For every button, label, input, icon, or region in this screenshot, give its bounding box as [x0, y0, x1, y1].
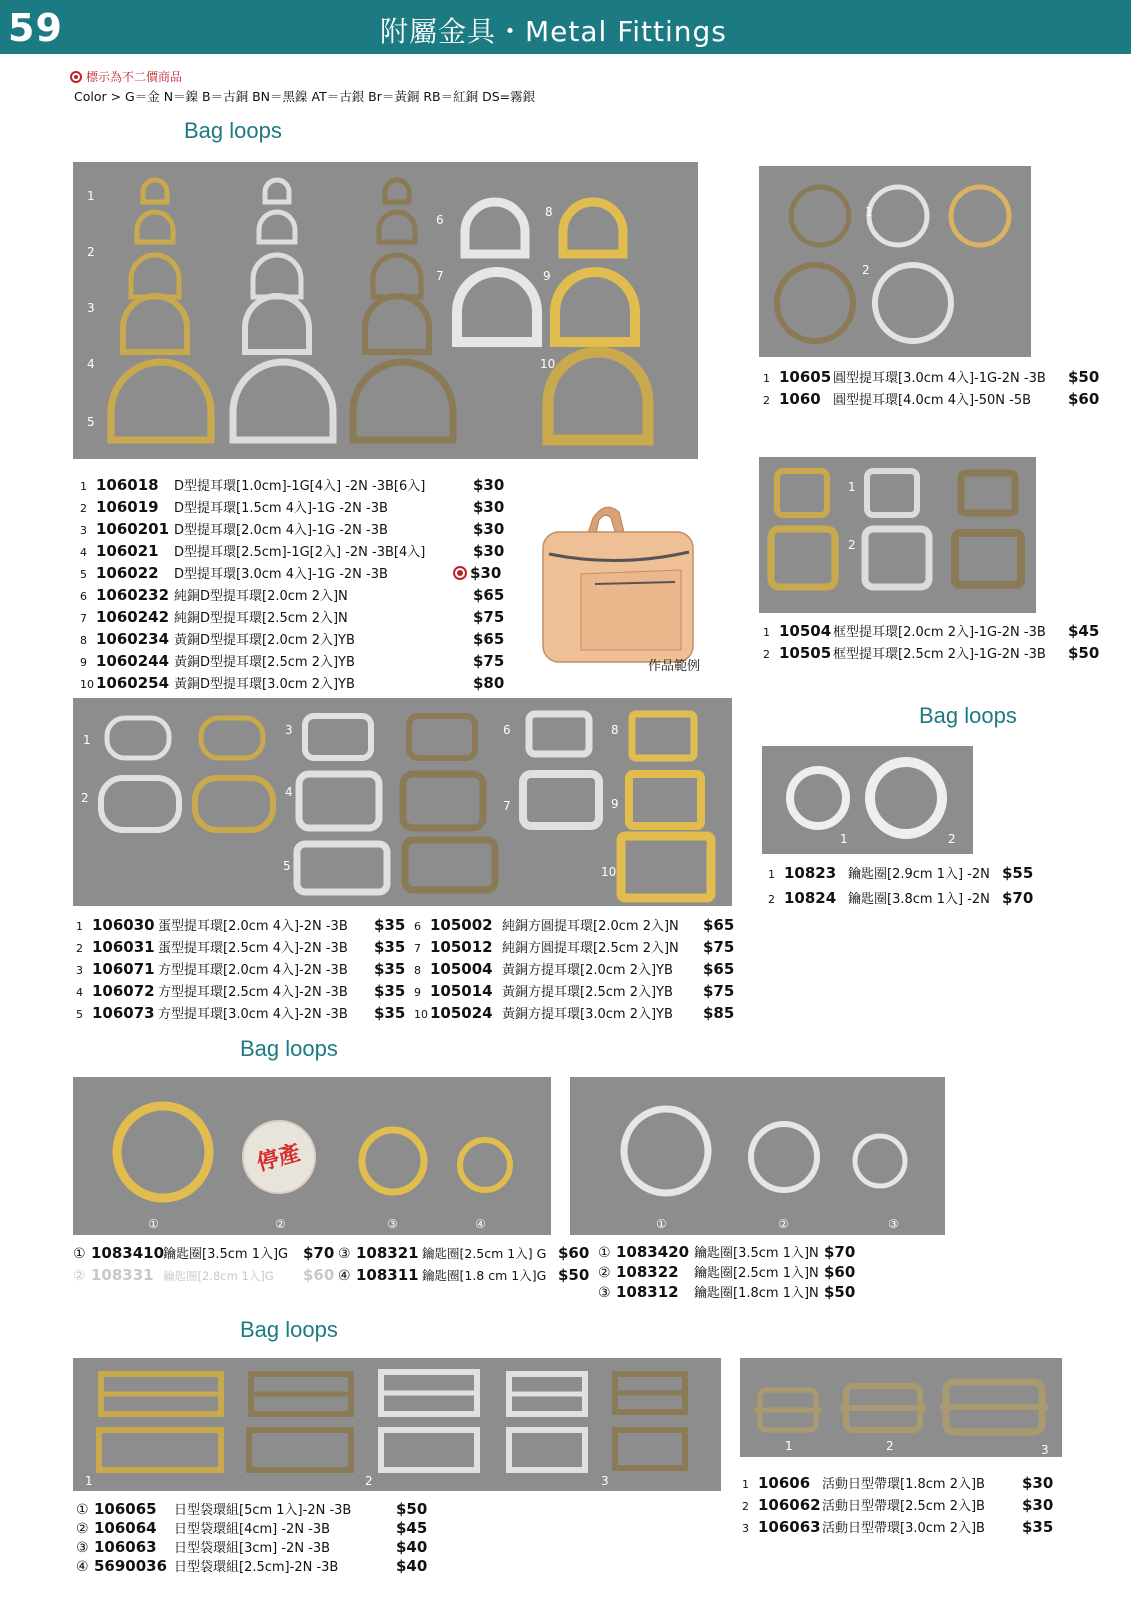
spring-silver-list	[598, 1242, 868, 1302]
photo-label: 6	[436, 213, 444, 227]
slider-set-photo	[73, 1358, 721, 1491]
keyring-photo	[762, 746, 973, 854]
spring-gold-list	[73, 1242, 343, 1286]
photo-label: ③	[387, 1217, 398, 1231]
photo-label: ②	[275, 1217, 286, 1231]
photo-label: 4	[87, 357, 95, 371]
discontinued-stamp: 停產	[254, 1140, 304, 1177]
list-item: 1 10504 框型提耳環[2.0cm 2入]-1G-2N -3B $45	[763, 622, 1100, 640]
photo-label: 5	[87, 415, 95, 429]
slider-set-list	[76, 1500, 436, 1576]
list-item: ④ 108311 鑰匙圈[1.8 cm 1入]G $50	[338, 1266, 590, 1284]
photo-label: 10	[601, 865, 617, 879]
slider-set-image	[73, 1358, 721, 1491]
frame-ring-photo	[759, 457, 1036, 613]
keyring-image	[762, 746, 973, 854]
d-ring-list	[80, 474, 510, 694]
photo-label: 2	[862, 263, 870, 277]
list-item: 3 106071 方型提耳環[2.0cm 4入]-2N -3B $35	[76, 960, 406, 978]
slider-image	[740, 1358, 1062, 1457]
list-item: 6 1060232 純銅D型提耳環[2.0cm 2入]N $65	[80, 586, 505, 604]
photo-label: 3	[601, 1474, 609, 1488]
spring-gold-photo	[73, 1077, 551, 1235]
photo-label: 2	[886, 1439, 894, 1453]
photo-label: 1	[785, 1439, 793, 1453]
photo-label: ②	[778, 1217, 789, 1231]
list-item: 2 10824 鑰匙圈[3.8cm 1入] -2N $70	[768, 889, 1034, 907]
photo-label: 6	[503, 723, 511, 737]
bag-caption: 作品範例	[648, 659, 701, 674]
photo-label: ①	[148, 1217, 159, 1231]
photo-label: 1	[85, 1474, 93, 1488]
photo-label: 1	[848, 480, 856, 494]
photo-label: ③	[888, 1217, 899, 1231]
list-item: 2 106019 D型提耳環[1.5cm 4入]-1G -2N -3B $30	[80, 498, 505, 516]
list-item: 1 106030 蛋型提耳環[2.0cm 4入]-2N -3B $35	[76, 916, 406, 934]
photo-label: 3	[87, 301, 95, 315]
list-item: 3 1060201 D型提耳環[2.0cm 4入]-1G -2N -3B $30	[80, 520, 505, 538]
photo-label: 4	[285, 785, 293, 799]
section-title-bag-loops-2: Bag loops	[919, 703, 1017, 728]
photo-label: 8	[545, 205, 553, 219]
photo-label: 2	[81, 791, 89, 805]
photo-label: 1	[83, 733, 91, 747]
page-header	[0, 0, 1131, 54]
list-item: 2 106062活動日型帶環[2.5cm 2入]B $30	[742, 1496, 1054, 1514]
round-ring-list	[763, 366, 1103, 410]
list-item: ② 106064 日型袋環組[4cm] -2N -3B $45	[76, 1519, 428, 1537]
list-item: 1 106018 D型提耳環[1.0cm]-1G[4入] -2N -3B[6入] $30	[80, 476, 505, 494]
photo-label: 5	[283, 859, 291, 873]
list-item: 5 106022 D型提耳環[3.0cm 4入]-1G -2N -3B $30	[80, 564, 502, 582]
color-legend: Color > G＝金 N＝鎳 B＝古銅 BN＝黑鎳 AT＝古銀 Br＝黃銅 RB＝紅銅 DS=霧銀	[74, 89, 536, 104]
photo-label: ④	[475, 1217, 486, 1231]
bag-illustration	[535, 488, 725, 668]
photo-label: 8	[611, 723, 619, 737]
photo-label: 1	[840, 832, 848, 846]
list-item: 4 106021 D型提耳環[2.5cm]-1G[2入] -2N -3B[4入] $30	[80, 542, 505, 560]
list-item: ③ 108321 鑰匙圈[2.5cm 1入] G $60	[338, 1244, 590, 1262]
photo-label: 1	[87, 189, 95, 203]
frame-ring-image	[759, 457, 1036, 613]
list-item: 8 105004 黃銅方提耳環[2.0cm 2入]YB $65	[414, 960, 735, 978]
oval-ring-photo	[73, 698, 732, 906]
list-item: 8 1060234 黃銅D型提耳環[2.0cm 2入]YB $65	[80, 630, 505, 648]
list-item: ① 1083420 鑰匙圈[3.5cm 1入]N $70	[598, 1243, 856, 1261]
list-item: ① 1083410鑰匙圈[3.5cm 1入]G $70	[73, 1244, 335, 1262]
photo-label: 2	[848, 538, 856, 552]
special-price-note	[70, 68, 182, 85]
target-icon	[453, 566, 467, 580]
special-price-text: 標示為不二價商品	[86, 70, 183, 84]
oval-ring-list-left	[76, 914, 416, 1024]
list-item: 7 105012 純銅方圓提耳環[2.5cm 2入]N $75	[414, 938, 735, 956]
round-ring-photo	[759, 166, 1031, 357]
list-item: ④ 5690036 日型袋環組[2.5cm]-2N -3B $40	[76, 1557, 428, 1575]
photo-label: 9	[543, 269, 551, 283]
photo-label: 3	[285, 723, 293, 737]
photo-label: 2	[948, 832, 956, 846]
page-number: 59	[8, 6, 63, 50]
d-ring-photo	[73, 162, 698, 459]
section-title-bag-loops-1: Bag loops	[184, 118, 282, 143]
list-item: 10 1060254 黃銅D型提耳環[3.0cm 2入]YB $80	[80, 674, 505, 692]
oval-ring-image	[73, 698, 732, 906]
photo-label: 9	[611, 797, 619, 811]
spring-gold-image	[73, 1077, 551, 1235]
list-item: 4 106072 方型提耳環[2.5cm 4入]-2N -3B $35	[76, 982, 406, 1000]
list-item: 2 10505 框型提耳環[2.5cm 2入]-1G-2N -3B $50	[763, 644, 1100, 662]
list-item: 2 106031 蛋型提耳環[2.5cm 4入]-2N -3B $35	[76, 938, 406, 956]
target-icon	[70, 71, 82, 83]
round-ring-image	[759, 166, 1031, 357]
photo-label: 2	[87, 245, 95, 259]
list-item: 3 106063活動日型帶環[3.0cm 2入]B $35	[742, 1518, 1054, 1536]
list-item: 2 1060 圓型提耳環[4.0cm 4入]-50N -5B $60	[763, 390, 1100, 408]
photo-label: 1	[865, 205, 873, 219]
section-title-bag-loops-4: Bag loops	[240, 1317, 338, 1342]
spring-gold-list-2	[338, 1242, 598, 1286]
photo-label: 3	[1041, 1443, 1049, 1457]
list-item: 9 1060244 黃銅D型提耳環[2.5cm 2入]YB $75	[80, 652, 505, 670]
list-item: ③ 106063 日型袋環組[3cm] -2N -3B $40	[76, 1538, 428, 1556]
photo-label: 7	[436, 269, 444, 283]
list-item-discontinued: ② 108331 鑰匙圈[2.8cm 1入]G $60	[73, 1266, 335, 1284]
spring-silver-photo	[570, 1077, 945, 1235]
list-item: 6 105002 純銅方圓提耳環[2.0cm 2入]N $65	[414, 916, 735, 934]
slider-photo	[740, 1358, 1062, 1457]
oval-ring-list-right	[414, 914, 734, 1024]
photo-label: 7	[503, 799, 511, 813]
list-item: ① 106065 日型袋環組[5cm 1入]-2N -3B $50	[76, 1500, 428, 1518]
list-item: 5 106073 方型提耳環[3.0cm 4入]-2N -3B $35	[76, 1004, 406, 1022]
list-item: ③ 108312 鑰匙圈[1.8cm 1入]N $50	[598, 1283, 856, 1301]
photo-label: 2	[365, 1474, 373, 1488]
list-item: 1 10823 鑰匙圈[2.9cm 1入] -2N $55	[768, 864, 1034, 882]
list-item: 7 1060242 純銅D型提耳環[2.5cm 2入]N $75	[80, 608, 505, 626]
spring-silver-image	[570, 1077, 945, 1235]
section-title-bag-loops-3: Bag loops	[240, 1036, 338, 1061]
page-title: 附屬金具・Metal Fittings	[380, 15, 727, 48]
frame-ring-list	[763, 620, 1103, 664]
photo-label: ①	[656, 1217, 667, 1231]
list-item: ② 108322 鑰匙圈[2.5cm 1入]N $60	[598, 1263, 856, 1281]
list-item: 1 10605 圓型提耳環[3.0cm 4入]-1G-2N -3B $50	[763, 368, 1100, 386]
list-item: 10 105024 黃銅方提耳環[3.0cm 2入]YB $85	[414, 1004, 735, 1022]
slider-list	[742, 1472, 1062, 1538]
d-ring-image	[73, 162, 698, 459]
keyring-list	[768, 862, 1068, 909]
list-item: 9 105014 黃銅方提耳環[2.5cm 2入]YB $75	[414, 982, 735, 1000]
list-item: 1 10606 活動日型帶環[1.8cm 2入]B $30	[742, 1474, 1054, 1492]
photo-label: 10	[540, 357, 556, 371]
